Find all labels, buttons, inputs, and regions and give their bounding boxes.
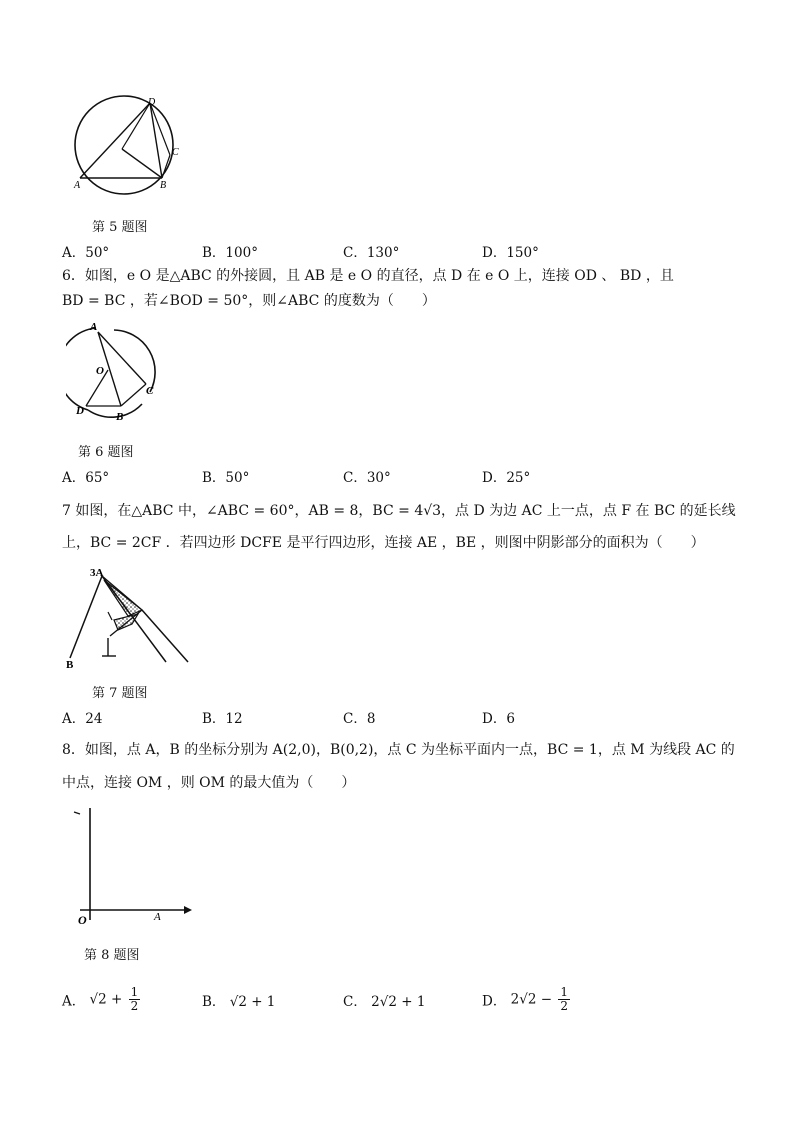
q6-option-b[interactable]: B．50°: [202, 470, 250, 486]
q7-options: [62, 707, 762, 727]
q7-segment-AB: [70, 576, 102, 658]
q6-option-a[interactable]: A．65°: [62, 470, 110, 486]
q5-caption: 第 5 题图: [92, 220, 148, 235]
q6-circle-arc-right: [114, 330, 155, 392]
q6-label-D: D: [76, 405, 84, 417]
q8-option-a[interactable]: A． √2 + $\frac{1}{2}$: [62, 985, 139, 1013]
q5-option-b[interactable]: B．100°: [202, 245, 258, 261]
q8-label-O: O: [78, 913, 87, 927]
q5-segment-DB: [150, 103, 162, 178]
q6-stem-line-1: 6．如图，e O 是△ABC 的外接圆，且 AB 是 e O 的直径，点 D 在 e O 上，连接 OD 、 BD ，且: [62, 268, 674, 284]
q6-label-A: A: [90, 321, 98, 333]
q8-figure: [66, 802, 198, 928]
q6-caption: 第 6 题图: [78, 445, 134, 460]
q7-label-top: 3A: [90, 567, 104, 579]
q6-figure: [66, 318, 166, 426]
q7-caption: 第 7 题图: [92, 686, 148, 701]
q6-option-d[interactable]: D．25°: [482, 470, 531, 486]
q5-figure: [66, 95, 196, 195]
q8-options: [62, 982, 762, 1018]
q5-label-A: A: [74, 180, 81, 191]
q5-segment-OB: [122, 149, 162, 178]
q5-segment-AD: [80, 103, 150, 178]
q7-stem-line-1: 7 如图，在△ABC 中，∠ABC = 60°，AB = 8，BC = 4√3，点 D 为边 AC 上一点，点 F 在 BC 的延长线: [62, 503, 736, 519]
q8-option-b[interactable]: B． √2 + 1: [202, 994, 276, 1010]
q5-label-D: D: [148, 97, 156, 108]
q5-options: [62, 241, 762, 261]
q6-segment-BC: [121, 384, 146, 406]
q8-option-a-fraction: $\frac{1}{2}$: [130, 985, 139, 1013]
q8-y-axis-mark: [74, 812, 80, 814]
q7-option-c[interactable]: C．8: [343, 711, 376, 727]
q7-label-B: B: [66, 659, 74, 670]
q8-caption: 第 8 题图: [84, 948, 140, 963]
q8-label-A: A: [154, 911, 161, 923]
q7-stem-line-2: 上，BC = 2CF ．若四边形 DCFE 是平行四边形，连接 AE ，BE ，则图中阴影部分的面积为（ ）: [62, 535, 705, 551]
q6-label-C: C: [146, 385, 154, 397]
q8-x-axis-arrow-icon: [184, 906, 192, 914]
q6-label-O: O: [96, 365, 104, 377]
q5-option-d[interactable]: D．150°: [482, 245, 539, 261]
q6-segment-AC: [98, 332, 146, 384]
q8-stem-line-1: 8．如图，点 A，B 的坐标分别为 A(2,0)，B(0,2)，点 C 为坐标平面内一点，BC = 1，点 M 为线段 AC 的: [62, 742, 735, 758]
q7-option-a[interactable]: A．24: [62, 711, 103, 727]
q5-label-C: C: [172, 147, 179, 158]
q7-option-b[interactable]: B．12: [202, 711, 243, 727]
q8-stem-line-2: 中点，连接 OM ，则 OM 的最大值为（ ）: [62, 775, 356, 791]
q8-option-c[interactable]: C． 2√2 + 1: [343, 994, 426, 1010]
q7-option-d[interactable]: D．6: [482, 711, 515, 727]
q5-option-a[interactable]: A．50°: [62, 245, 110, 261]
q8-option-d[interactable]: D． 2√2 − $\frac{1}{2}$: [482, 985, 568, 1013]
q5-label-B: B: [160, 180, 167, 191]
q7-figure: [62, 558, 192, 670]
q7-segment-EF: [142, 610, 188, 662]
q6-option-c[interactable]: C．30°: [343, 470, 391, 486]
q6-options: [62, 466, 762, 486]
q5-option-c[interactable]: C．130°: [343, 245, 400, 261]
q5-segment-OD: [122, 103, 150, 149]
q7-segment-mid: [108, 612, 112, 620]
q6-label-B: B: [116, 411, 124, 423]
q6-stem-line-2: BD = BC ，若∠BOD = 50°，则∠ABC 的度数为（ ）: [62, 293, 436, 309]
q8-option-d-fraction: $\frac{1}{2}$: [560, 985, 568, 1013]
